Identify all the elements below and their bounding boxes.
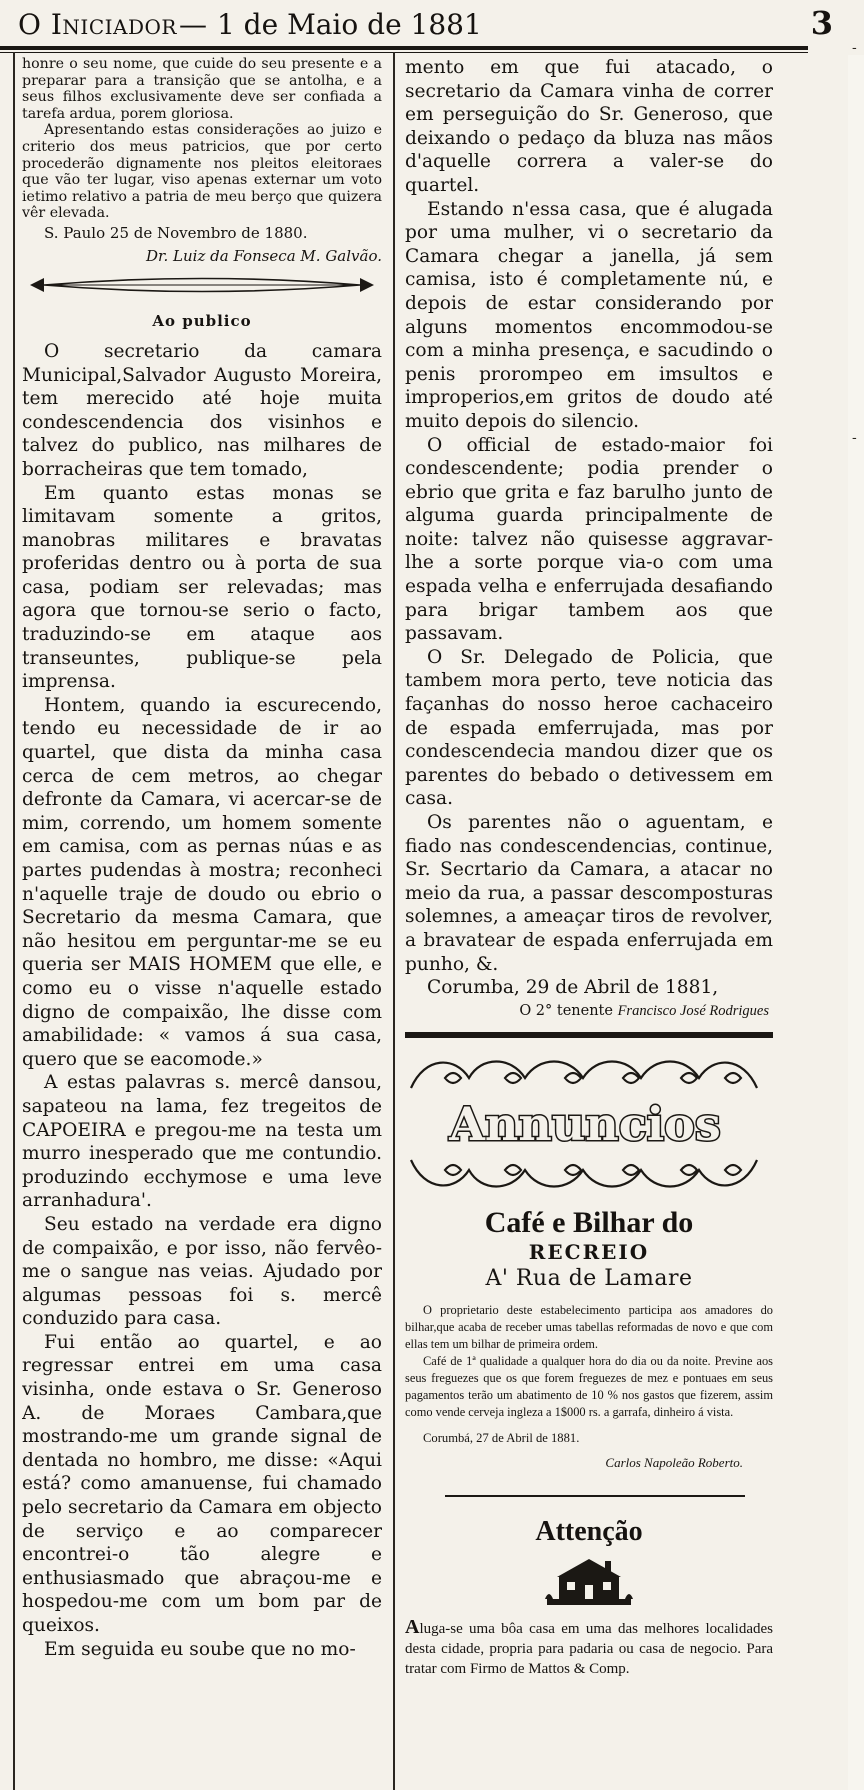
masthead-dash: — [178, 7, 207, 41]
cafe-ad-address: A' Rua de Lamare [485, 1265, 693, 1291]
issue-date: 1 de Maio de 1881 [216, 7, 482, 41]
newspaper-name: O Iniciador [18, 7, 177, 41]
attention-ad-title: Attenção [535, 1515, 643, 1547]
announcements-title: Annuncios [449, 1096, 721, 1151]
cafe-ad-subtitle: RECREIO [528, 1239, 650, 1264]
attention-ad-text [405, 1617, 773, 1679]
masthead [18, 4, 833, 44]
cafe-ad-paragraph: Café de 1ª qualidade a qualquer hora do dia ou da noite. Previne aos seus freguezes que os que forem freguezes de mez e pontuaes em seus pagamentos terão um abatimento de 10 % nos gastos que fizerem, assim como vende cerveja ingleza a 1$000 rs. a garrafa, dinheiro á vista. [405, 1353, 773, 1419]
article-paragraph: A estas palavras s. mercê dansou, sapateou na lama, fez tregeitos de CAPOEIRA e pregou-me na testa um murro inesperado que me contundio. produzindo ecchymose e uma leve arranhadura'. [22, 1072, 382, 1212]
continued-paragraph: Apresentando estas considerações ao juizo e criterio dos meus patricios, que por certo procederão dignamente nos pleitos eleitoraes que vão ter lugar, viso apenas externar um voto ietimo relativo a patria de meu berço que quizera vêr elevada. [22, 122, 382, 222]
article-signature [405, 1000, 773, 1022]
left-column-rule [13, 52, 15, 1790]
article-paragraph: Os parentes não o aguentam, e fiado nas condescendencias, continue, Sr. Secrtario da Camara, a atacar no meio da rua, a passar descomposturas solemnes, a ameaçar tiros de revolver, a bravatear de espada enferrujada em punho, &. [405, 812, 773, 975]
margin-mark: - [852, 430, 857, 446]
cafe-ad-signature: Carlos Napoleão Roberto. [605, 1454, 743, 1470]
attention-ad-initial: A [405, 1615, 420, 1638]
article-paragraph: O secretario da camara Municipal,Salvador Augusto Moreira, tem merecido até hoje muita condescendencia dos visinhos e talvez do publico, nas milhares de borracheiras que tem tomado, [22, 340, 382, 480]
right-column [405, 56, 773, 1786]
article-dateline: Corumba, 29 de Abril de 1881, [427, 977, 719, 999]
article-paragraph: mento em que fui atacado, o secretario da Camara vinha de correr em perseguição do Sr. Generoso, que deixando o pedaço da bluza nas mãos d'aquelle correra a valer-se do quartel. [405, 57, 773, 196]
article-paragraph: Hontem, quando ia escurecendo, tendo eu necessidade de ir ao quartel, que dista da minha casa cerca de cem metros, ao chegar defronte da Camara, vi acercar-se de mim, correndo, um homem somente em camisa, com as pernas núas e as partes pudendas à mostra; reconheci n'aquelle traje de doudo ou ebrio o Secretario da mesma Camara, que não hesitou em perguntar-me se eu queria ser MAIS HOMEM que elle, e como eu o visse n'aquelle estado digno de compaixão, lhe disse com amabilidade: « vamos á sua casa, quero que se eacomode.» [22, 694, 382, 1070]
ad-divider [445, 1495, 745, 1497]
page-margin [848, 55, 864, 1790]
article-paragraph: O Sr. Delegado de Policia, que tambem mora perto, teve noticia das façanhas do nosso heroe cachaceiro de espada emferrujada, mas por condescendecia mandou dizer que os parentes do bebado o detivessem em casa. [405, 646, 773, 810]
masthead-rule [0, 46, 808, 50]
section-rule [405, 1032, 773, 1038]
article-paragraph: O official de estado-maior foi condescendente; podia prender o ebrio que grita e faz barulho junto de alguma guarda principalmente de noite: talvez não quisesse aggravar-lhe a sorte porque via-o com uma espada velha e enferrujada desafiando para brigar tambem aos que passavam. [405, 434, 773, 645]
signature-name: Francisco José Rodrigues [617, 1002, 769, 1019]
attention-ad-body: luga-se uma bôa casa em uma das melhores localidades desta cidade, propria para padaria ou casa de negocio. Para tratar com Firmo de Mattos & Comp. [405, 1620, 773, 1677]
article-paragraph: Em quanto estas monas se limitavam somente a gritos, manobras militares e bravatas proferidas dentro ou à porta de sua casa, podiam ser relevadas; mas agora que tornou-se serio o facto, traduzindo-se em ataque aos transeuntes, publique-se pela imprensa. [22, 482, 382, 693]
cafe-ad-dateline: Corumbá, 27 de Abril de 1881. [423, 1430, 580, 1445]
house-icon [543, 1555, 635, 1607]
letter-dateline: S. Paulo 25 de Novembro de 1880. [44, 223, 308, 242]
continued-paragraph: honre o seu nome, que cuide do seu presente e a preparar para a transição que se antolha, e a seus filhos exclusivamente deve ser confiada a tarefa ardua, porem gloriosa. [22, 56, 382, 122]
column-divider [393, 52, 395, 1790]
signature-rank: O 2° tenente [519, 1002, 613, 1019]
article-paragraph: Estando n'essa casa, que é alugada por uma mulher, vi o secretario da Camara chegar a janella, já sem camisa, isto é completamente nú, e depois de estar considerando por alguns momentos encommodou-se com a minha presença, e sacudindo o penis prorompeo em imsultos e improperios,em gritos de doudo até muito depois do silencio. [405, 198, 773, 432]
article-paragraph: Fui então ao quartel, e ao regressar entrei em uma casa visinha, onde estava o Sr. Generoso A. de Moraes Cambara,que mostrando-me um grande signal de dentada no hombro, me disse: «Aqui está? como amanuense, fui chamado pelo secretario da Camara em objecto de serviço e ao comparecer encontrei-o tão alegre e enthusiasmado que abraçou-me e hospedou-me com um bom par de queixos. [22, 1331, 382, 1636]
article-paragraph: Seu estado na verdade era digno de compaixão, e por isso, não fervêo-me o sangue nas veias. Ajudado por algumas pessoas foi s. mercê conduzido para casa. [22, 1213, 382, 1330]
left-column [22, 56, 382, 1786]
page-number: 3 [810, 4, 833, 42]
cafe-ad-paragraph: O proprietario deste estabelecimento participa aos amadores do bilhar,que acaba de receber umas tabellas reformadas de novo e que com ellas tem um bilhar de primeira ordem. [405, 1302, 773, 1351]
divider-ornament-icon [22, 274, 382, 296]
masthead-rule-thin [0, 52, 808, 53]
letter-signature: Dr. Luiz da Fonseca M. Galvão. [145, 246, 382, 265]
article-paragraph: Em seguida eu soube que no mo- [44, 1638, 356, 1660]
announcements-banner [405, 1048, 773, 1198]
cafe-ad-title: Café e Bilhar do [484, 1205, 694, 1239]
section-heading: Ao publico [152, 311, 252, 330]
margin-mark: - [852, 40, 857, 56]
